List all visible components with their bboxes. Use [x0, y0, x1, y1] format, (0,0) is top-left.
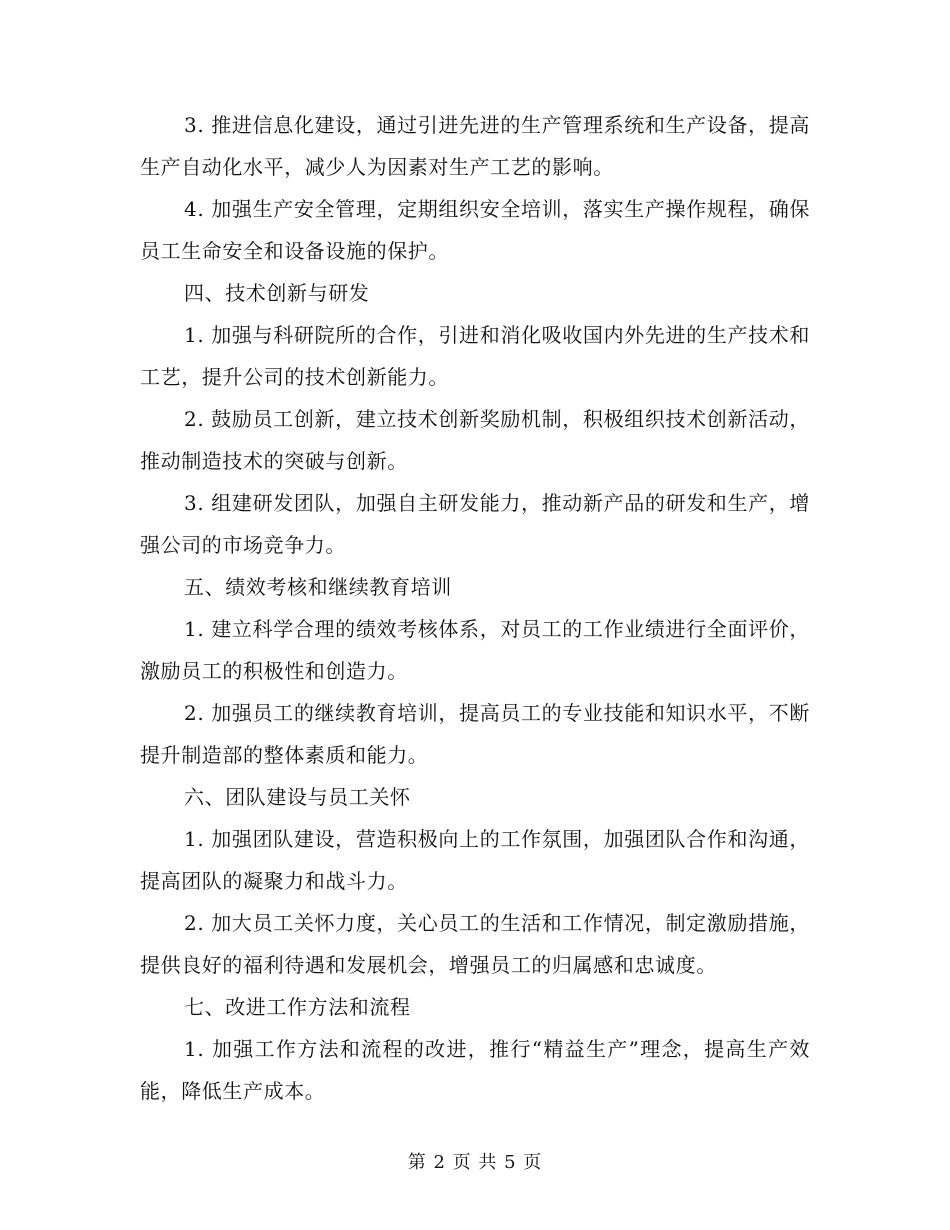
section-heading-4: 四、技术创新与研发 [184, 281, 370, 305]
section-heading-5: 五、绩效考核和继续教育培训 [184, 575, 452, 599]
section-heading-6: 六、团队建设与员工关怀 [184, 785, 411, 809]
paragraph-item-3: 3. 推进信息化建设，通过引进先进的生产管理系统和生产设备，提高生产自动化水平，减少人为因素对生产工艺的影响。 [140, 113, 810, 179]
paragraph-item-7-1: 1. 加强工作方法和流程的改进，推行“精益生产”理念，提高生产效能，降低生产成本。 [140, 1037, 810, 1103]
paragraph-item-4-1: 1. 加强与科研院所的合作，引进和消化吸收国内外先进的生产技术和工艺，提升公司的技术创新能力。 [140, 323, 810, 389]
paragraph-item-5-2: 2. 加强员工的继续教育培训，提高员工的专业技能和知识水平，不断提升制造部的整体素质和能力。 [140, 701, 810, 767]
document-body [140, 104, 810, 1112]
page-number-footer: 第 2 页 共 5 页 [407, 1152, 543, 1173]
paragraph-item-4-2: 2. 鼓励员工创新，建立技术创新奖励机制，积极组织技术创新活动，推动制造技术的突破与创新。 [140, 407, 810, 473]
paragraph-item-4-3: 3. 组建研发团队，加强自主研发能力，推动新产品的研发和生产，增强公司的市场竞争力。 [140, 491, 810, 557]
paragraph-item-6-1: 1. 加强团队建设，营造积极向上的工作氛围，加强团队合作和沟通，提高团队的凝聚力和战斗力。 [140, 827, 810, 893]
paragraph-item-5-1: 1. 建立科学合理的绩效考核体系，对员工的工作业绩进行全面评价，激励员工的积极性和创造力。 [140, 617, 810, 683]
section-heading-7: 七、改进工作方法和流程 [184, 995, 411, 1019]
paragraph-item-6-2: 2. 加大员工关怀力度，关心员工的生活和工作情况，制定激励措施，提供良好的福利待遇和发展机会，增强员工的归属感和忠诚度。 [140, 911, 810, 977]
paragraph-item-4: 4. 加强生产安全管理，定期组织安全培训，落实生产操作规程，确保员工生命安全和设备设施的保护。 [140, 197, 810, 263]
